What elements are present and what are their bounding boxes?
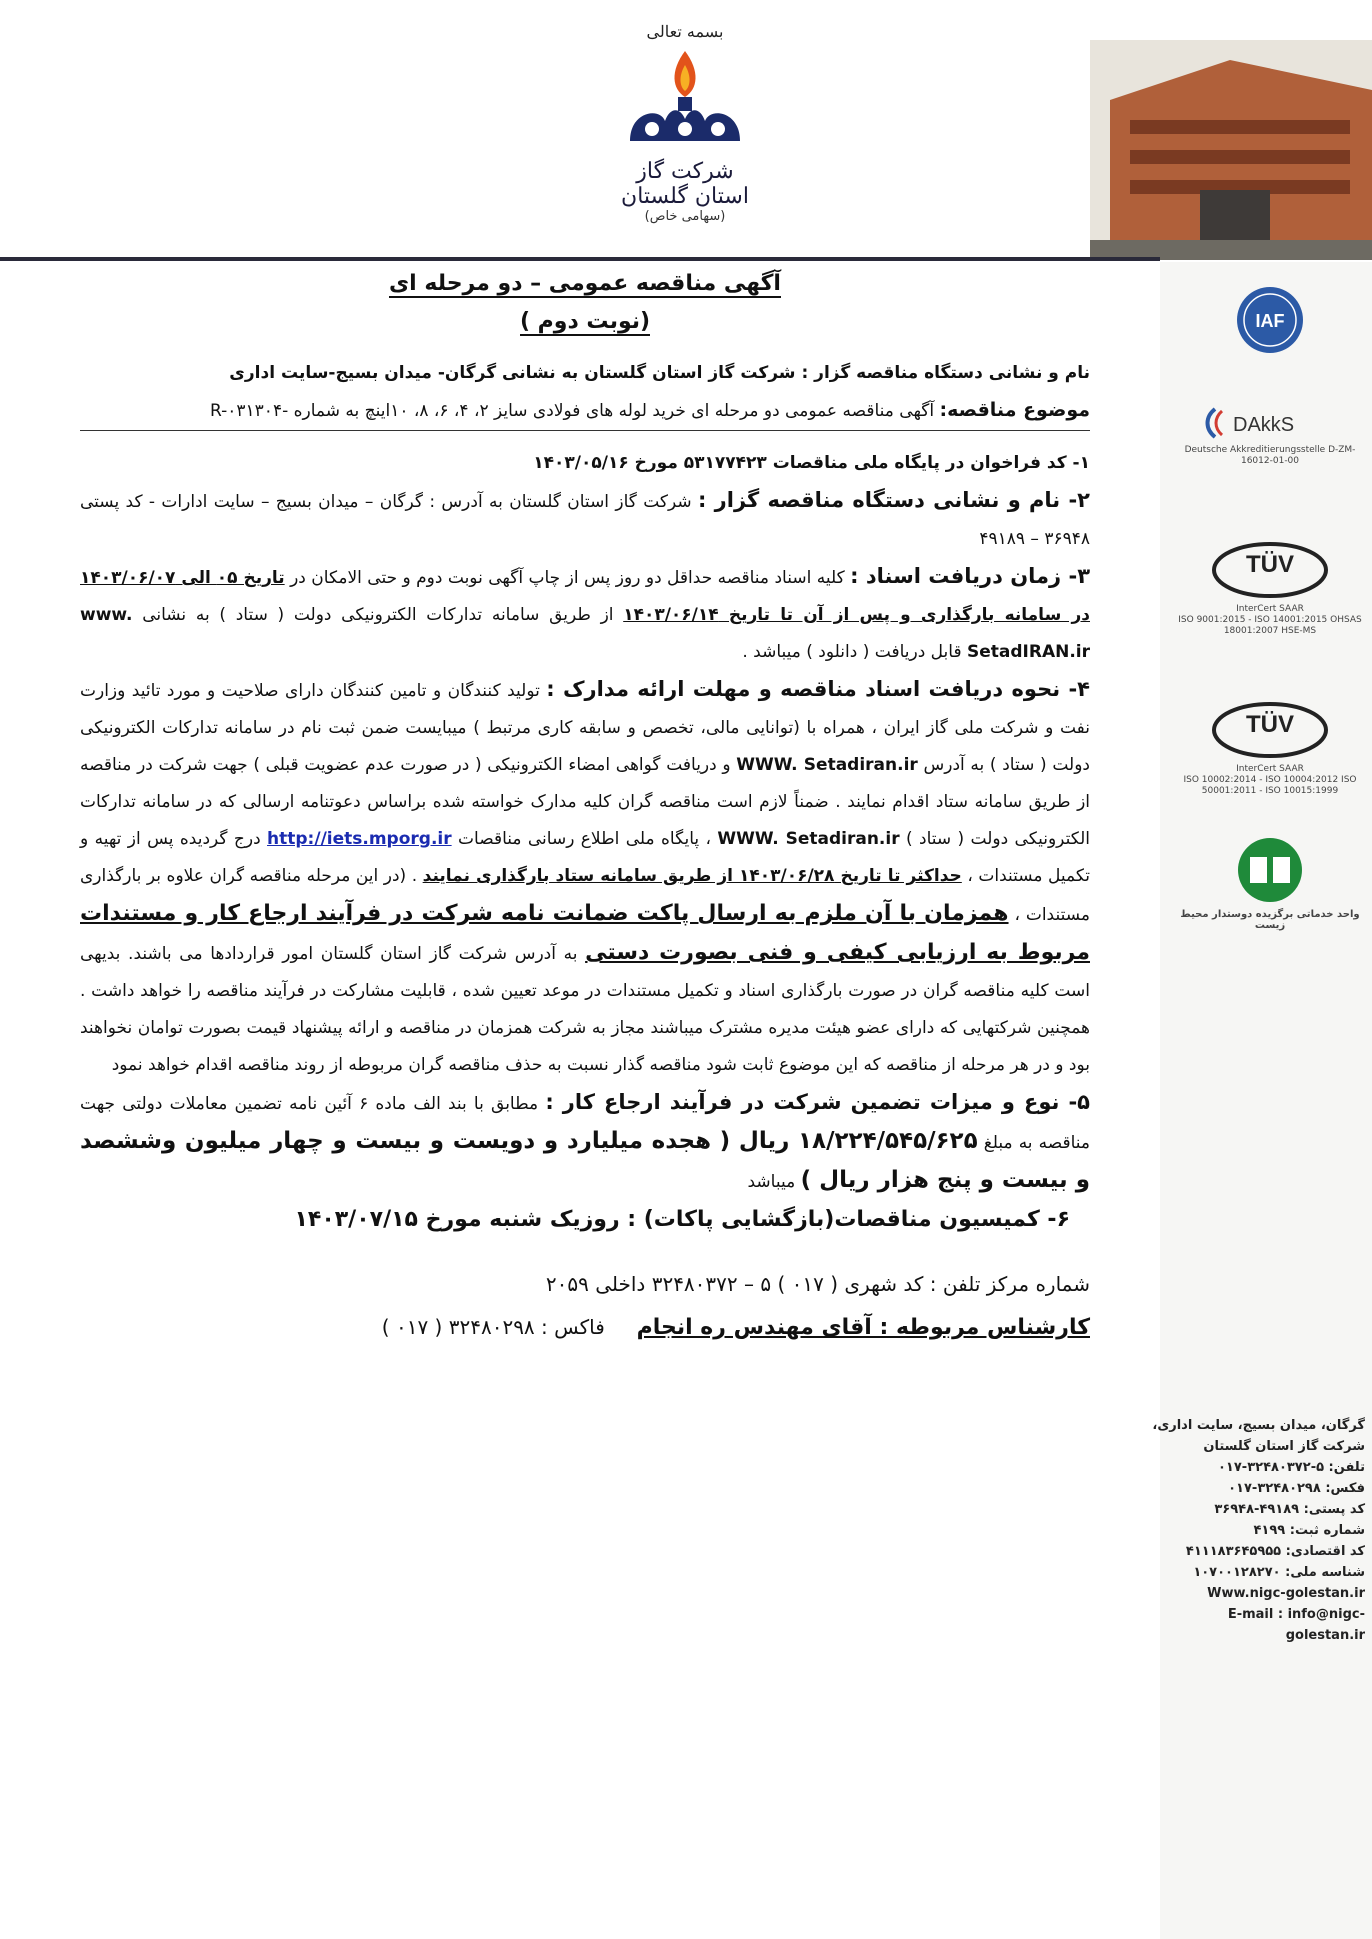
svg-text:TÜV: TÜV: [1246, 711, 1294, 738]
company-name: شرکت گاز استان گلستان: [621, 159, 749, 209]
svg-text:DAkkS: DAkkS: [1233, 414, 1295, 436]
item-4: ۴- نحوه دریافت اسناد مناقصه و مهلت ارائه مدارک : تولید کنندگان و تامین کنندگان دارای صلاحیت و مورد تائید وزارت نفت و شرکت ملی گاز ایران ، همراه با (توانایی مالی، تخصص و سابقه کاری مرتبط ) میبایست ضمن ثبت نام در سامانه تدارکات الکترونیکی دولت ( ستاد ) به آدرس WWW. Setadiran.ir و دریافت گواهی امضاء الکترونیکی ( در صورت عدم عضویت قبلی ) جهت شرکت در مناقصه از طریق سامانه ستاد اقدام نمایند . ضمناً لازم است مناقصه گران کلیه مدارک خواسته شده براساس دعوتنامه ارسالی که در سامانه تدارکات الکترونیکی دولت ( ستاد ) WWW. Setadiran.ir ، پایگاه ملی اطلاع رسانی مناقصات http://iets.mporg.ir درج گردیده پس از تهیه و تکمیل مستندات ، حداکثر تا تاریخ ۱۴۰۳/۰۶/۲۸ از طریق سامانه ستاد بارگذاری نمایند . (در این مرحله مناقصه گران علاوه بر بارگذاری مستندات ، همزمان با آن ملزم به ارسال پاکت ضمانت نامه شرکت در فرآیند ارجاع کار و مستندات مربوط به ارزیابی کیفی و فنی بصورت دستی به آدرس شرکت گاز استان گلستان امور قراردادها می باشند. بدیهی است کلیه مناقصه گران در صورت بارگذاری اسناد و تکمیل مستندات در موعد تعیین شده ، قابلیت مشارکت در فرآیند مناقصه را خواهد داشت . همچنین شرکتهایی که دارای عضو هیئت مدیره مشترک میباشند مجاز به شرکت همزمان در مناقصه و ارائه پیشنهاد قیمت بصورت توامان نخواهند بود و در هر مرحله از مناقصه که این موضوع ثابت شود مناقصه گذار نسبت به حذف مناقصه گران مربوطه از روند مناقصه اقدام خواهد نمود: [80, 677, 1091, 1075]
tuv-standards: ISO 10002:2014 - ISO 10004:2012 ISO 50001:2011 - ISO 10015:1999: [1183, 775, 1357, 796]
expert-line: کارشناس مربوطه : آقای مهندس ره انجام فاکس : ۳۲۴۸۰۲۹۸ ( ۰۱۷ ): [381, 1315, 1090, 1340]
contact-national: شناسه ملی: ۱۰۷۰۰۱۲۸۲۷۰: [1193, 1565, 1365, 1580]
subject-line: موضوع مناقصه: آگهی مناقصه عمومی دو مرحله ای خرید لوله های فولادی سایز ۲، ۴، ۶، ۸، ۱۰اینچ به شماره -R-۰۳۱۳۰۴: [80, 392, 1090, 431]
tuv-subtitle: InterCert SAAR: [1236, 764, 1304, 774]
tuv-logo-icon: [1210, 540, 1330, 600]
item-1: ۱- کد فراخوان در پایگاه ملی مناقصات ۵۳۱۷۷۴۲۳ مورخ ۱۴۰۳/۰۵/۱۶: [533, 453, 1090, 473]
tuv-subtitle: InterCert SAAR: [1236, 604, 1304, 614]
contact-web[interactable]: Www.nigc-golestan.ir: [1207, 1586, 1365, 1601]
contact-block: [1150, 1415, 1365, 1646]
phone-line: شماره مرکز تلفن : کد شهری ( ۰۱۷ ) ۵ – ۳۲۴۸۰۳۷۲ داخلی ۲۰۵۹: [545, 1272, 1090, 1296]
item-2: ۲- نام و نشانی دستگاه مناقصه گزار : شرکت گاز استان گلستان به آدرس : گرگان – میدان بسیج – سایت ادارات - کد پستی ۳۶۹۴۸ – ۴۹۱۸۹: [80, 488, 1090, 549]
letterhead: [0, 0, 1372, 262]
bismillah-text: بسمه تعالی: [646, 22, 724, 41]
svg-text:TÜV: TÜV: [1246, 551, 1294, 578]
cert-sidebar: [1160, 262, 1372, 1939]
contact-reg: شماره ثبت: ۴۱۹۹: [1253, 1523, 1365, 1538]
svg-text:IAF: IAF: [1255, 311, 1285, 331]
contact-postal: کد پستی: ۴۹۱۸۹-۳۶۹۴۸: [1214, 1502, 1365, 1517]
company-type: (سهامی خاص): [644, 209, 726, 224]
cert-iaf: [1175, 285, 1365, 359]
setad-url[interactable]: www. SetadIRAN.ir: [80, 605, 1090, 662]
contact-econ: کد اقتصادی: ۴۱۱۱۸۳۶۴۵۹۵۵: [1185, 1544, 1365, 1559]
cert-dakks: [1175, 405, 1365, 467]
contact-phone: تلفن: ۵-۳۲۴۸۰۳۷۲-۰۱۷: [1217, 1460, 1365, 1475]
company-logo: [610, 22, 760, 252]
cert-environment: [1175, 835, 1365, 931]
cert-tuv-2: [1175, 700, 1365, 797]
environment-logo-icon: [1230, 835, 1310, 905]
cert-tuv-1: [1175, 540, 1365, 637]
setad-url-3[interactable]: WWW. Setadiran.ir: [717, 829, 900, 849]
notice-title: آگهی مناقصه عمومی – دو مرحله ای: [389, 271, 781, 296]
contact-email[interactable]: E-mail : info@nigc-golestan.ir: [1227, 1607, 1365, 1643]
building-photo: [1090, 40, 1372, 260]
header-divider: [0, 257, 1160, 261]
item-3: ۳- زمان دریافت اسناد : کلیه اسناد مناقصه حداقل دو روز پس از چاپ آگهی نوبت دوم و حتی الامکان در تاریخ ۰۵ الی ۱۴۰۳/۰۶/۰۷ در سامانه بارگذاری و پس از آن تا تاریخ ۱۴۰۳/۰۶/۱۴ از طریق سامانه تدارکات الکترونیکی دولت ( ستاد ) به نشانی www. SetadIRAN.ir قابل دریافت ( دانلود ) میباشد .: [80, 564, 1091, 662]
tuv-logo-icon: [1210, 700, 1330, 760]
dakks-subtitle: Deutsche Akkreditierungsstelle D-ZM-16012-01-00: [1184, 445, 1356, 466]
notice-body: [80, 265, 1090, 1346]
contact-fax: فکس: ۳۲۴۸۰۲۹۸-۰۱۷: [1228, 1481, 1365, 1496]
item-6: ۶- کمیسیون مناقصات(بازگشایی پاکات) : روزیک شنبه مورخ ۱۴۰۳/۰۷/۱۵: [294, 1207, 1070, 1232]
dakks-logo-icon: [1205, 405, 1335, 441]
tuv-standards: ISO 9001:2015 - ISO 14001:2015 OHSAS 18001:2007 HSE-MS: [1178, 615, 1362, 636]
notice-subtitle: (نوبت دوم ): [519, 309, 651, 334]
env-caption: واحد خدماتی برگزیده دوستدار محیط زیست: [1180, 909, 1360, 931]
org-line: نام و نشانی دستگاه مناقصه گزار : شرکت گاز استان گلستان به نشانی گرگان- میدان بسیج-سایت اداری: [229, 363, 1090, 383]
setad-url-2[interactable]: WWW. Setadiran.ir: [736, 755, 918, 775]
iaf-logo-icon: [1230, 285, 1310, 355]
contact-address: گرگان، میدان بسیج، سایت اداری، شرکت گاز استان گلستان: [1152, 1418, 1365, 1454]
iets-link[interactable]: http://iets.mporg.ir: [267, 829, 452, 849]
flame-logo-icon: [620, 41, 750, 151]
item-5: ۵- نوع و میزات تضمین شرکت در فرآیند ارجاع کار : مطابق با بند الف ماده ۶ آئین نامه تضمین معاملات دولتی جهت مناقصه به مبلغ ۱۸/۲۲۴/۵۴۵/۶۲۵ ریال ( هجده میلیارد و دویست و بیست و چهار میلیون وششصد و بیست و پنج هزار ریال ) میباشد: [80, 1090, 1091, 1193]
